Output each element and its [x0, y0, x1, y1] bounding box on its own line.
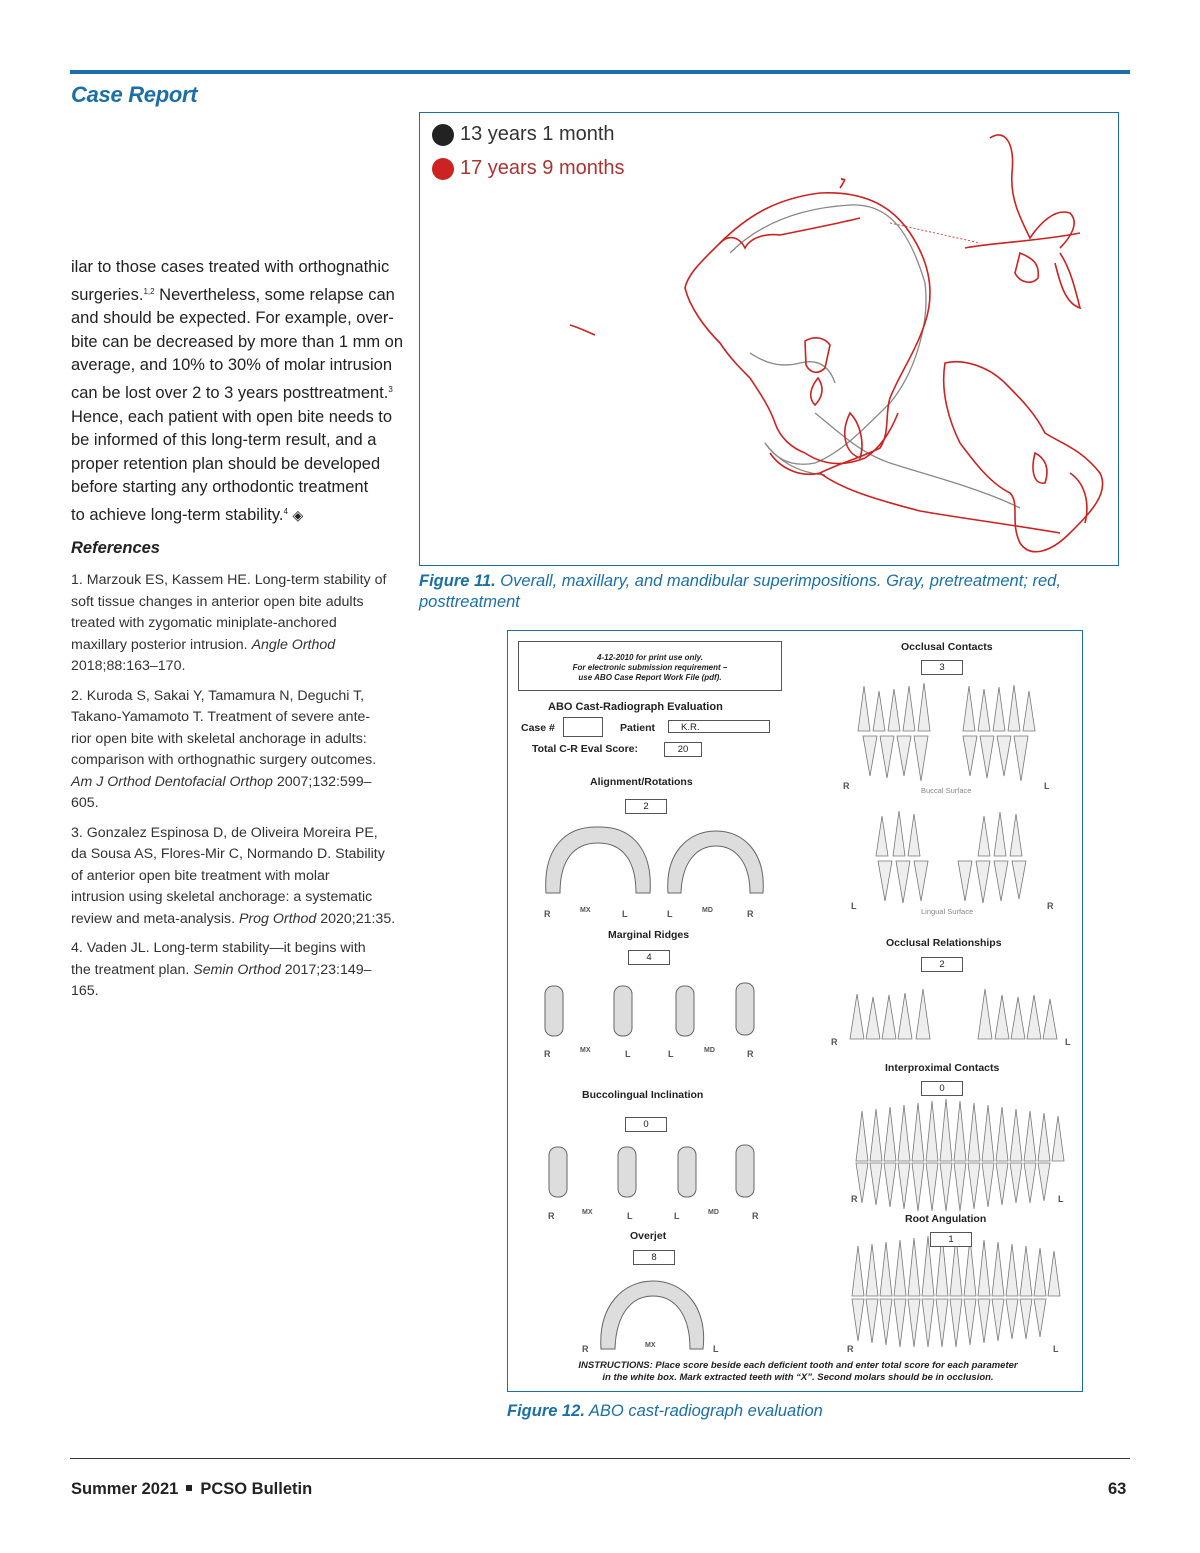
- footer-issue: Summer 2021 PCSO Bulletin: [71, 1480, 313, 1498]
- citation-sup: 3: [388, 384, 393, 394]
- body-line: ilar to those cases treated with orthognathic: [71, 258, 390, 276]
- body-line: proper retention plan should be developed: [71, 454, 381, 473]
- body-line: can be lost over 2 to 3 years posttreatment.$^3$: [71, 383, 393, 402]
- side-label: R: [747, 1049, 754, 1059]
- side-label: L: [1044, 781, 1050, 791]
- side-label: R: [843, 781, 850, 791]
- occlusal-relationships-label: Occlusal Relationships: [886, 937, 1002, 949]
- references-heading: References: [71, 539, 160, 557]
- side-label: L: [622, 909, 628, 919]
- side-label: R: [851, 1194, 858, 1204]
- body-line: and should be expected. For example, over-: [71, 309, 394, 328]
- side-label: L: [625, 1049, 631, 1059]
- root-angulation-label: Root Angulation: [905, 1213, 987, 1225]
- body-line: bite can be decreased by more than 1 mm on: [71, 332, 404, 351]
- body-line: to achieve long-term stability.$^4$ ◈: [71, 505, 304, 524]
- side-label: R: [747, 909, 754, 919]
- occlusal-contacts-label: Occlusal Contacts: [901, 641, 993, 653]
- header-rule: [70, 70, 1130, 74]
- total-score-field: 20: [664, 742, 702, 757]
- body-line: before starting any orthodontic treatment: [71, 478, 369, 497]
- superimposition-tracing: [420, 113, 1118, 565]
- arch-label: MD: [708, 1209, 719, 1216]
- side-label: R: [752, 1211, 759, 1221]
- side-label: R: [1047, 901, 1054, 911]
- citation-sup: 1,2: [143, 286, 155, 296]
- side-label: R: [847, 1344, 854, 1354]
- side-label: L: [667, 909, 673, 919]
- references-list: [71, 570, 416, 1011]
- print-notice: 4-12-2010 for print use only. For electronic submission requirement – use ABO Case Report Work File (pdf).: [518, 641, 782, 691]
- arch-label: MX: [580, 1047, 591, 1054]
- buccolingual-label: Buccolingual Inclination: [582, 1089, 704, 1101]
- root-angulation-score: 1: [930, 1232, 972, 1247]
- buccal-surface-label: Buccal Surface: [921, 786, 972, 795]
- alignment-score: 2: [625, 799, 667, 814]
- side-label: L: [627, 1211, 633, 1221]
- arch-label: MD: [704, 1047, 715, 1054]
- occlusal-relationships-score: 2: [921, 957, 963, 972]
- body-line: surgeries.$^{1,2}$ Nevertheless, some relapse can: [71, 285, 395, 304]
- side-label: R: [544, 909, 551, 919]
- lingual-surface-label: Lingual Surface: [921, 907, 974, 916]
- figure-12-caption: Figure 12. ABO cast-radiograph evaluation: [507, 1402, 823, 1420]
- side-label: L: [1058, 1194, 1064, 1204]
- overjet-label: Overjet: [630, 1230, 667, 1242]
- body-line: be informed of this long-term result, and a: [71, 431, 377, 450]
- total-score-label: Total C-R Eval Score:: [532, 743, 638, 755]
- overjet-score: 8: [633, 1250, 675, 1265]
- side-label: R: [582, 1344, 589, 1354]
- arch-label: MX: [582, 1209, 593, 1216]
- footer-separator-icon: [186, 1485, 192, 1491]
- side-label: L: [668, 1049, 674, 1059]
- buccolingual-score: 0: [625, 1117, 667, 1132]
- figure-11-superimposition: [419, 112, 1119, 566]
- end-mark-icon: ◈: [292, 506, 304, 523]
- legend-pretreatment: 13 years 1 month: [432, 123, 615, 146]
- side-label: R: [544, 1049, 551, 1059]
- body-line: average, and 10% to 30% of molar intrusion: [71, 356, 393, 375]
- tooth-diagrams: [508, 631, 1082, 1391]
- section-title: Case Report: [71, 82, 198, 107]
- figure-12-abo-form: [507, 630, 1083, 1392]
- interproximal-contacts-score: 0: [921, 1081, 963, 1096]
- body-paragraph: [71, 256, 411, 528]
- side-label: L: [674, 1211, 680, 1221]
- marginal-ridges-label: Marginal Ridges: [608, 929, 690, 941]
- marginal-ridges-score: 4: [628, 950, 670, 965]
- arch-label: MX: [580, 907, 591, 914]
- reference-item: 1. Marzouk ES, Kassem HE. Long-term stability of soft tissue changes in anterior open bite adults treated with zygomatic miniplate-anchored maxillary posterior intrusion. Angle Orthod 2018;88:163–170.: [71, 572, 387, 674]
- side-label: L: [1053, 1344, 1059, 1354]
- arch-label: MX: [645, 1342, 656, 1349]
- arch-label: MD: [702, 907, 713, 914]
- reference-item: 2. Kuroda S, Sakai Y, Tamamura N, Deguchi T, Takano-Yamamoto T. Treatment of severe ante- rior open bite with skeletal anchorage in adults: comparison with orthognathic surgery outcomes. Am J Orthod Dentofacial Orthop 2007;132:599– 605.: [71, 687, 377, 811]
- reference-item: 4. Vaden JL. Long-term stability—it begins with the treatment plan. Semin Orthod 2017;23:149– 165.: [71, 940, 372, 999]
- side-label: R: [831, 1037, 838, 1047]
- side-label: R: [548, 1211, 555, 1221]
- patient-label: Patient: [620, 722, 656, 734]
- side-label: L: [1065, 1037, 1071, 1047]
- footer-rule: [70, 1458, 1130, 1459]
- legend-posttreatment: 17 years 9 months: [432, 157, 625, 180]
- occlusal-contacts-score: 3: [921, 660, 963, 675]
- alignment-label: Alignment/Rotations: [590, 776, 693, 788]
- page-number: 63: [1108, 1480, 1127, 1498]
- interproximal-contacts-label: Interproximal Contacts: [885, 1062, 1000, 1074]
- form-title: ABO Cast-Radiograph Evaluation: [548, 701, 723, 713]
- body-line: Hence, each patient with open bite needs to: [71, 407, 393, 426]
- patient-field: K.R.: [668, 720, 770, 733]
- side-label: L: [851, 901, 857, 911]
- figure-11-caption: Figure 11. Overall, maxillary, and mandibular superimpositions. Gray, pretreatment; red, posttreatment: [419, 572, 1061, 611]
- case-label: Case #: [521, 722, 555, 734]
- instructions: INSTRUCTIONS: Place score beside each deficient tooth and enter total score for each parameter in the white box. Mark extracted teeth with “X”. Second molars should be in occlusion.: [578, 1360, 1018, 1383]
- side-label: L: [713, 1344, 719, 1354]
- reference-item: 3. Gonzalez Espinosa D, de Oliveira Moreira PE, da Sousa AS, Flores-Mir C, Normando D. Stability of anterior open bite treatment with molar intrusion using skeletal anchorage: a systematic review and meta-analysis. Prog Orthod 2020;21:35.: [71, 824, 396, 927]
- citation-sup: 4: [283, 506, 288, 516]
